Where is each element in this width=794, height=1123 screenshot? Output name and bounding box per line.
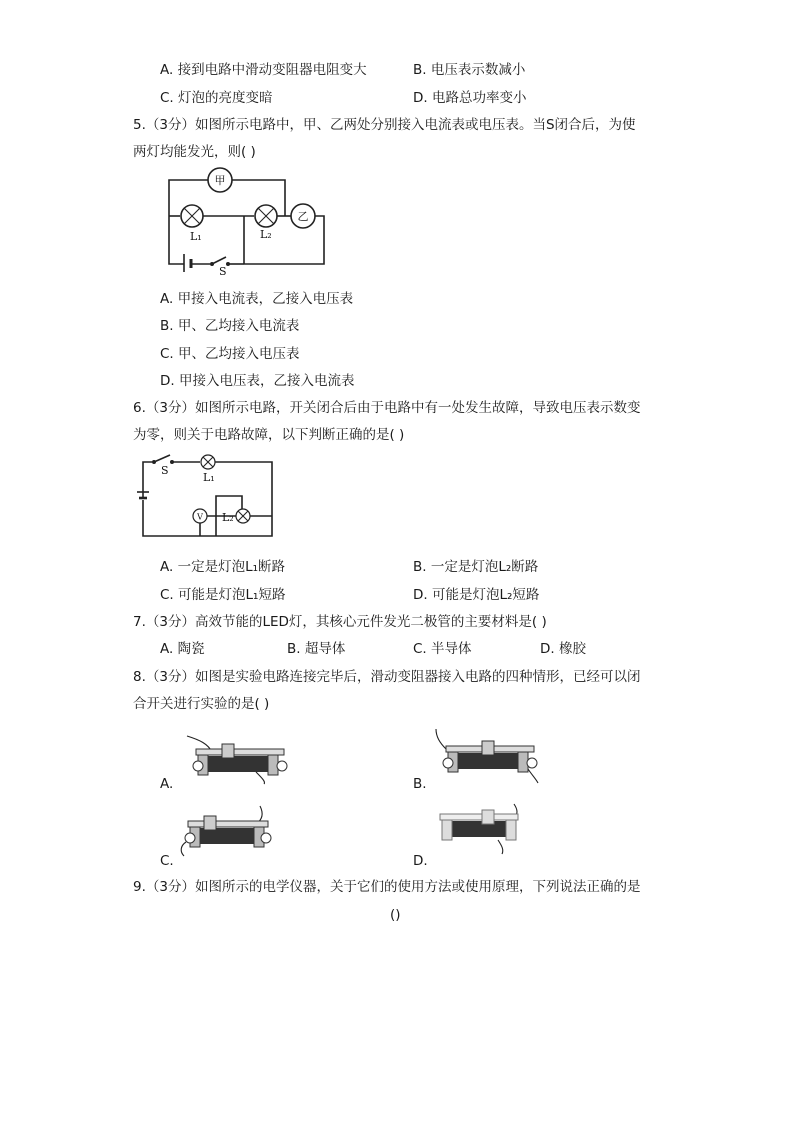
q7-option-b: B. 超导体 <box>287 641 346 657</box>
q6-switch-label: S <box>161 464 169 477</box>
q6-lamp-l2-label: L₂ <box>222 511 234 524</box>
q8-rheostat-picture-b <box>432 727 542 785</box>
q6-voltmeter-label: V <box>197 512 203 522</box>
q5-circuit-diagram <box>160 168 330 278</box>
q5-lamp-l1-label: L₁ <box>190 230 202 243</box>
q5-stem-line2: 两灯均能发光，则( ) <box>133 144 256 160</box>
q6-circuit-diagram <box>138 454 276 544</box>
q5-stem-line1: 5.（3分）如图所示电路中，甲、乙两处分别接入电流表或电压表。当S闭合后，为使 <box>133 117 636 133</box>
q4-option-d: D. 电路总功率变小 <box>413 90 527 106</box>
q5-lamp-l2-label: L₂ <box>260 228 272 241</box>
q5-meter-yi-label: 乙 <box>297 210 309 223</box>
q6-option-d: D. 可能是灯泡L₂短路 <box>413 587 540 603</box>
q5-option-a: A. 甲接入电流表，乙接入电压表 <box>160 291 354 307</box>
q5-meter-jia-label: 甲 <box>214 174 226 187</box>
q5-option-b: B. 甲、乙均接入电流表 <box>160 318 300 334</box>
q8-label-c: C. <box>160 853 174 869</box>
q4-option-a: A. 接到电路中滑动变阻器电阻变大 <box>160 62 367 78</box>
q4-option-c: C. 灯泡的亮度变暗 <box>160 90 273 106</box>
q6-option-b: B. 一定是灯泡L₂断路 <box>413 559 539 575</box>
q6-stem-line1: 6.（3分）如图所示电路，开关闭合后由于电路中有一处发生故障，导致电压表示数变 <box>133 400 641 416</box>
q8-label-d: D. <box>413 853 428 869</box>
q5-option-d: D. 甲接入电压表，乙接入电流表 <box>160 373 355 389</box>
q8-label-a: A. <box>160 776 174 792</box>
q9-stem-line1: 9.（3分）如图所示的电学仪器，关于它们的使用方法或使用原理，下列说法正确的是 <box>133 879 641 895</box>
q8-rheostat-picture-c <box>180 806 275 858</box>
q7-option-a: A. 陶瓷 <box>160 641 205 657</box>
q5-switch-label: S <box>219 265 227 278</box>
q4-option-b: B. 电压表示数减小 <box>413 62 526 78</box>
q6-option-a: A. 一定是灯泡L₁断路 <box>160 559 286 575</box>
q6-option-c: C. 可能是灯泡L₁短路 <box>160 587 286 603</box>
q8-stem-line2: 合开关进行实验的是( ) <box>133 696 270 712</box>
q7-option-d: D. 橡胶 <box>540 641 586 657</box>
q8-rheostat-picture-d <box>430 804 525 854</box>
q6-lamp-l1-label: L₁ <box>203 471 215 484</box>
q6-stem-line2: 为零，则关于电路故障，以下判断正确的是( ) <box>133 427 405 443</box>
q8-rheostat-picture-a <box>182 732 292 784</box>
q8-stem-line1: 8.（3分）如图是实验电路连接完毕后，滑动变阻器接入电路的四种情形，已经可以闭 <box>133 669 641 685</box>
q7-option-c: C. 半导体 <box>413 641 472 657</box>
q7-stem: 7.（3分）高效节能的LED灯，其核心元件发光二极管的主要材料是( ) <box>133 614 547 630</box>
q8-label-b: B. <box>413 776 427 792</box>
q5-option-c: C. 甲、乙均接入电压表 <box>160 346 300 362</box>
q9-stem-line2: () <box>390 907 401 923</box>
